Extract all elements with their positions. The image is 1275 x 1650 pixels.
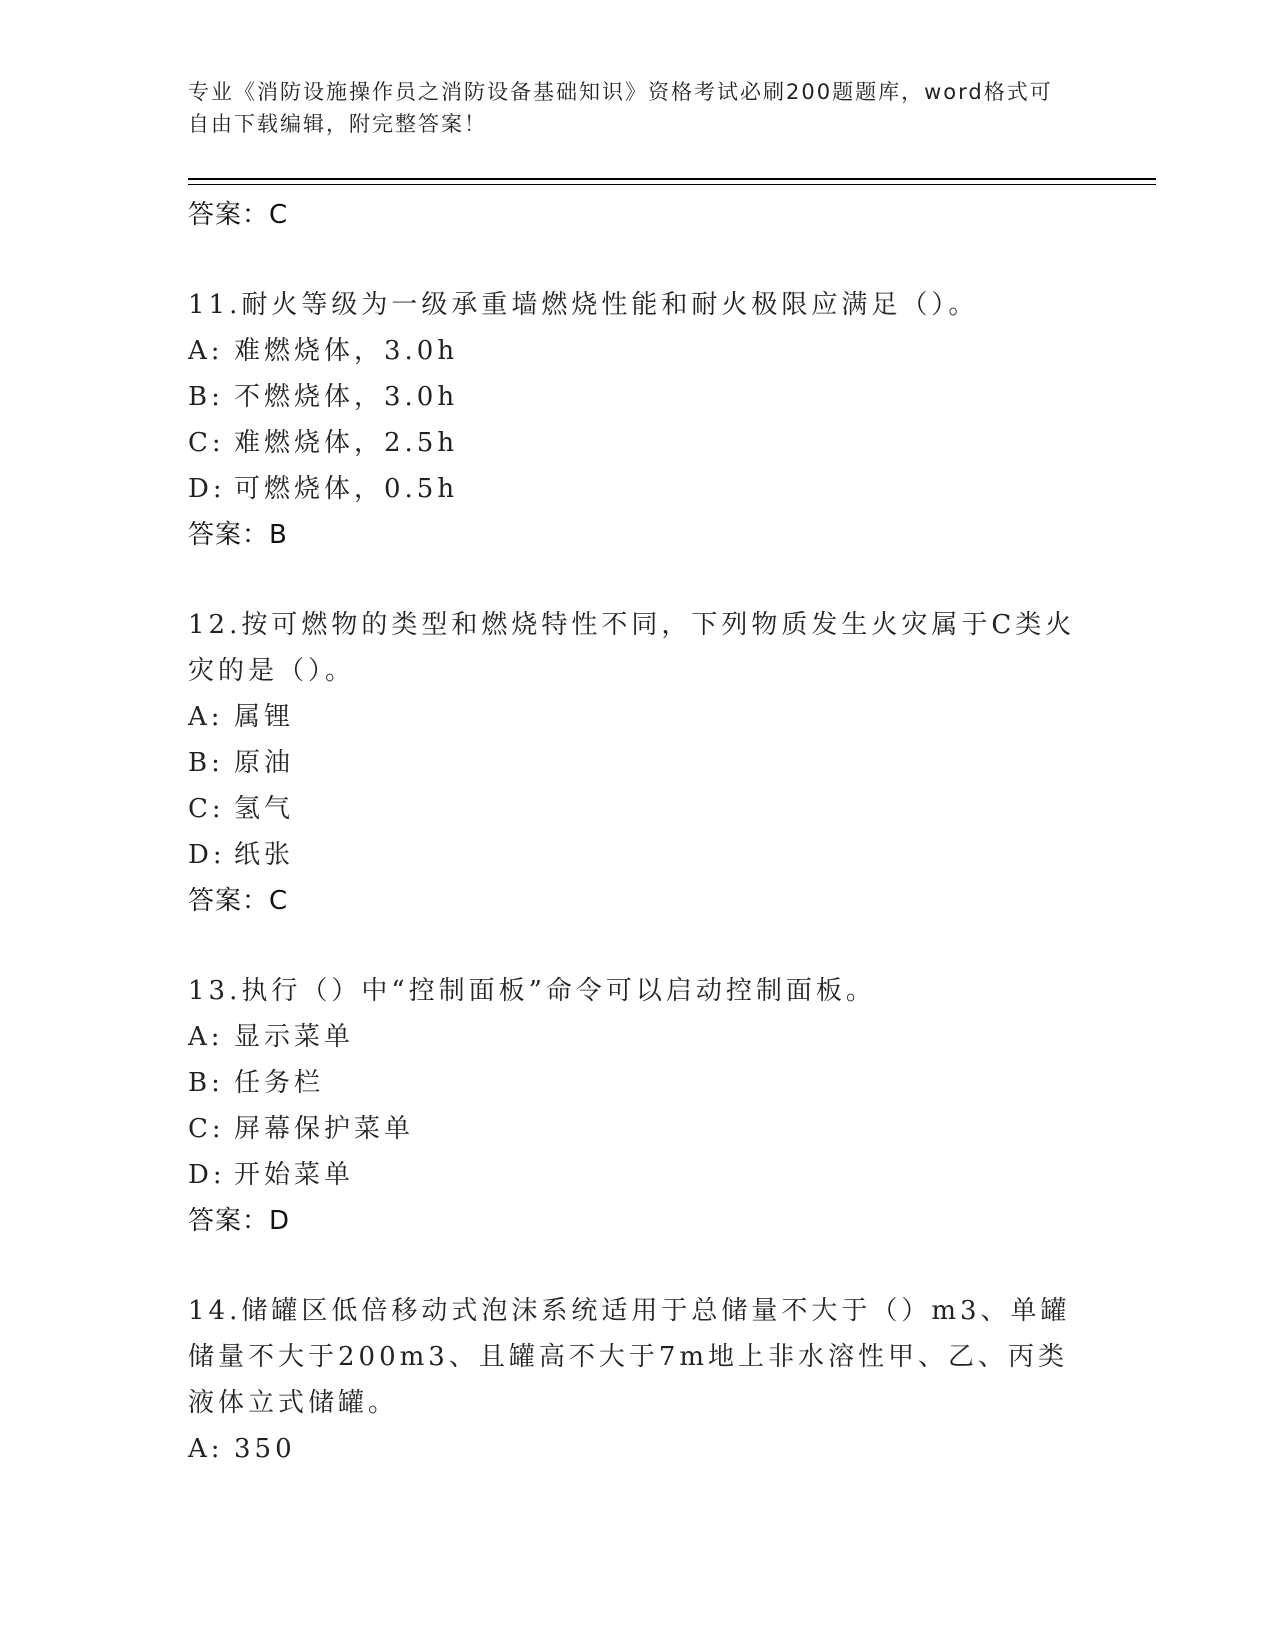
block-spacer	[188, 238, 1088, 282]
question-list	[188, 192, 1088, 1472]
option-a	[188, 694, 1088, 740]
option-d	[188, 1152, 1088, 1198]
option-b	[188, 1060, 1088, 1106]
option-text: 任务栏	[234, 1068, 325, 1098]
option-text: 氢气	[234, 794, 295, 824]
answer-line	[188, 192, 1088, 238]
option-letter: A:	[188, 1434, 224, 1464]
option-letter: B:	[188, 748, 224, 778]
answer-line	[188, 512, 1088, 558]
block-spacer	[188, 1244, 1088, 1288]
question-stem: 13.执行（）中“控制面板”命令可以启动控制面板。	[188, 976, 876, 1006]
answer-value: B	[269, 520, 288, 550]
option-text: 显示菜单	[234, 1022, 355, 1052]
header-divider-thick	[188, 178, 1156, 180]
option-letter: C:	[188, 428, 225, 458]
header-divider-thin	[188, 184, 1156, 185]
answer-value: D	[269, 1206, 291, 1236]
option-letter: A:	[188, 336, 224, 366]
option-letter: D:	[188, 840, 226, 870]
option-letter: D:	[188, 1160, 226, 1190]
option-text: 不燃烧体，3.0h	[234, 382, 459, 412]
option-a	[188, 1426, 1088, 1472]
block-spacer	[188, 924, 1088, 968]
option-c	[188, 1106, 1088, 1152]
answer-value: C	[269, 200, 289, 230]
header-text: 专业《消防设施操作员之消防设备基础知识》资格考试必刷200题题库，word格式可自由下载编辑，附完整答案！	[188, 80, 1053, 136]
question-stem: 14.储罐区低倍移动式泡沫系统适用于总储量不大于（）m3、单罐储量不大于200m3、且罐高不大于7m地上非水溶性甲、乙、丙类液体立式储罐。	[188, 1296, 1071, 1418]
option-a	[188, 328, 1088, 374]
answer-value: C	[269, 886, 289, 916]
answer-line	[188, 1198, 1088, 1244]
option-b	[188, 374, 1088, 420]
option-c	[188, 420, 1088, 466]
document-header	[188, 76, 1068, 140]
option-text: 可燃烧体，0.5h	[234, 474, 459, 504]
option-text: 350	[234, 1434, 296, 1464]
option-letter: B:	[188, 1068, 224, 1098]
option-letter: A:	[188, 1022, 224, 1052]
option-b	[188, 740, 1088, 786]
option-text: 屏幕保护菜单	[234, 1114, 415, 1144]
option-letter: D:	[188, 474, 226, 504]
option-text: 纸张	[234, 840, 295, 870]
option-a	[188, 1014, 1088, 1060]
answer-prefix: 答案：	[188, 200, 270, 230]
option-letter: C:	[188, 1114, 225, 1144]
option-text: 难燃烧体，3.0h	[234, 336, 459, 366]
option-text: 属锂	[234, 702, 295, 732]
answer-prefix: 答案：	[188, 1206, 270, 1236]
option-text: 难燃烧体，2.5h	[234, 428, 459, 458]
question-stem: 11.耐火等级为一级承重墙燃烧性能和耐火极限应满足（）。	[188, 290, 979, 320]
option-c	[188, 786, 1088, 832]
question-stem: 12.按可燃物的类型和燃烧特性不同，下列物质发生火灾属于C类火灾的是（）。	[188, 610, 1076, 686]
answer-line	[188, 878, 1088, 924]
answer-prefix: 答案：	[188, 520, 270, 550]
option-text: 原油	[234, 748, 295, 778]
option-letter: A:	[188, 702, 224, 732]
answer-prefix: 答案：	[188, 886, 270, 916]
option-d	[188, 832, 1088, 878]
block-spacer	[188, 558, 1088, 602]
option-d	[188, 466, 1088, 512]
option-letter: C:	[188, 794, 225, 824]
option-letter: B:	[188, 382, 224, 412]
option-text: 开始菜单	[234, 1160, 355, 1190]
